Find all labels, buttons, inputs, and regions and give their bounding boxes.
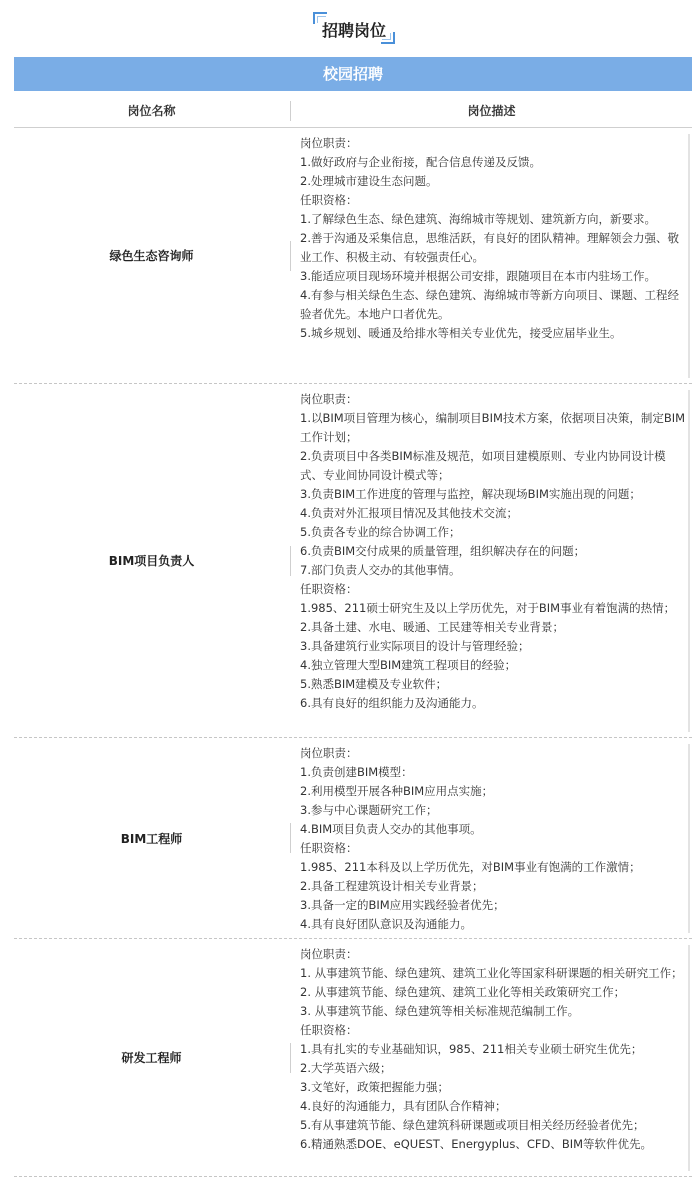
desc-line: 2.处理城市建设生态问题。 xyxy=(300,174,438,188)
desc-line: 4.有参与相关绿色生态、绿色建筑、海绵城市等新方向项目、课题、工程经验者优先。本地户口者优先。 xyxy=(300,288,679,321)
desc-line: 1.985、211本科及以上学历优先，对BIM事业有饱满的工作激情； xyxy=(300,860,641,874)
desc-line: 3.文笔好，政策把握能力强； xyxy=(300,1080,449,1094)
desc-line: 1.以BIM项目管理为核心，编制项目BIM技术方案，依据项目决策，制定BIM工作计划； xyxy=(300,411,686,444)
desc-line: 3.能适应项目现场环境并根据公司安排，跟随项目在本市内驻场工作。 xyxy=(300,269,656,283)
desc-line: 3.负责BIM工作进度的管理与监控，解决现场BIM实施出现的问题； xyxy=(300,487,641,501)
desc-line: 5.有从事建筑节能、绿色建筑科研课题或项目相关经历经验者优先； xyxy=(300,1118,645,1132)
desc-line: 1.了解绿色生态、绿色建筑、海绵城市等规划、建筑新方向，新要求。 xyxy=(300,212,656,226)
column-header-position-description: 岗位描述 xyxy=(467,104,516,118)
job-name: BIM项目负责人 xyxy=(108,554,195,568)
job-name: 绿色生态咨询师 xyxy=(109,249,194,263)
desc-line: 2.善于沟通及采集信息，思维活跃，有良好的团队精神。理解领会力强、敬业工作、积极主动、有较强责任心。 xyxy=(300,231,679,264)
row-edge-line xyxy=(688,390,690,732)
row-edge-line xyxy=(688,744,690,933)
desc-line: 4.负责对外汇报项目情况及其他技术交流； xyxy=(300,506,518,520)
column-divider xyxy=(290,823,291,853)
desc-line: 任职资格： xyxy=(300,582,358,596)
title-area xyxy=(0,0,700,56)
desc-line: 2. 从事建筑节能、绿色建筑、建筑工业化等相关政策研究工作； xyxy=(300,985,626,999)
job-row xyxy=(14,738,692,939)
desc-line: 5.城乡规划、暖通及给排水等相关专业优先，接受应届毕业生。 xyxy=(300,326,622,340)
column-divider xyxy=(290,546,291,576)
desc-line: 4.具有良好团队意识及沟通能力。 xyxy=(300,917,472,931)
desc-line: 4.良好的沟通能力，具有团队合作精神； xyxy=(300,1099,507,1113)
desc-line: 6.精通熟悉DOE、eQUEST、Energyplus、CFD、BIM等软件优先。 xyxy=(300,1137,653,1151)
column-divider xyxy=(290,1043,291,1073)
job-description xyxy=(300,945,688,1154)
desc-line: 1.做好政府与企业衔接，配合信息传递及反馈。 xyxy=(300,155,541,169)
desc-line: 7.部门负责人交办的其他事情。 xyxy=(300,563,461,577)
desc-line: 6.具有良好的组织能力及沟通能力。 xyxy=(300,696,484,710)
desc-line: 3.具备建筑行业实际项目的设计与管理经验； xyxy=(300,639,530,653)
job-description xyxy=(300,390,688,713)
row-edge-line xyxy=(688,134,690,378)
desc-line: 5.熟悉BIM建模及专业软件； xyxy=(300,677,448,691)
desc-line: 1.985、211硕士研究生及以上学历优先，对于BIM事业有着饱满的热情； xyxy=(300,601,676,615)
section-header: 校园招聘 xyxy=(14,57,692,91)
desc-line: 2.具备工程建筑设计相关专业背景； xyxy=(300,879,484,893)
title-frame xyxy=(313,12,395,44)
job-description xyxy=(300,134,688,343)
row-edge-line xyxy=(688,945,690,1171)
desc-line: 3.具备一定的BIM应用实践经验者优先； xyxy=(300,898,505,912)
job-row xyxy=(14,384,692,738)
desc-line: 2.具备土建、水电、暖通、工民建等相关专业背景； xyxy=(300,620,564,634)
job-description xyxy=(300,744,688,934)
desc-line: 岗位职责： xyxy=(300,392,358,406)
desc-line: 4.BIM项目负责人交办的其他事项。 xyxy=(300,822,482,836)
desc-line: 1.具有扎实的专业基础知识，985、211相关专业硕士研究生优先； xyxy=(300,1042,643,1056)
desc-line: 4.独立管理大型BIM建筑工程项目的经验； xyxy=(300,658,517,672)
desc-line: 任职资格： xyxy=(300,193,358,207)
column-header-position-name: 岗位名称 xyxy=(127,104,176,118)
job-name: BIM工程师 xyxy=(120,831,183,846)
desc-line: 任职资格： xyxy=(300,1023,358,1037)
desc-line: 岗位职责： xyxy=(300,947,358,961)
desc-line: 3.参与中心课题研究工作； xyxy=(300,803,438,817)
desc-line: 1.负责创建BIM模型： xyxy=(300,765,413,779)
desc-line: 6.负责BIM交付成果的质量管理，组织解决存在的问题； xyxy=(300,544,586,558)
desc-line: 2.利用模型开展各种BIM应用点实施； xyxy=(300,784,494,798)
desc-line: 5.负责各专业的综合协调工作； xyxy=(300,525,461,539)
table-header xyxy=(14,95,692,128)
desc-line: 任职资格： xyxy=(300,841,358,855)
job-row xyxy=(14,939,692,1177)
job-row xyxy=(14,128,692,384)
page-title: 招聘岗位 xyxy=(321,21,386,40)
desc-line: 3. 从事建筑节能、绿色建筑等相关标准规范编制工作。 xyxy=(300,1004,580,1018)
job-name: 研发工程师 xyxy=(121,1051,182,1065)
desc-line: 2.大学英语六级； xyxy=(300,1061,392,1075)
desc-line: 岗位职责： xyxy=(300,746,358,760)
column-divider xyxy=(290,241,291,271)
desc-line: 2.负责项目中各类BIM标准及规范，如项目建模原则、专业内协同设计模式、专业间协同设计模式等； xyxy=(300,449,666,482)
desc-line: 岗位职责： xyxy=(300,136,358,150)
desc-line: 1. 从事建筑节能、绿色建筑、建筑工业化等国家科研课题的相关研究工作； xyxy=(300,966,683,980)
